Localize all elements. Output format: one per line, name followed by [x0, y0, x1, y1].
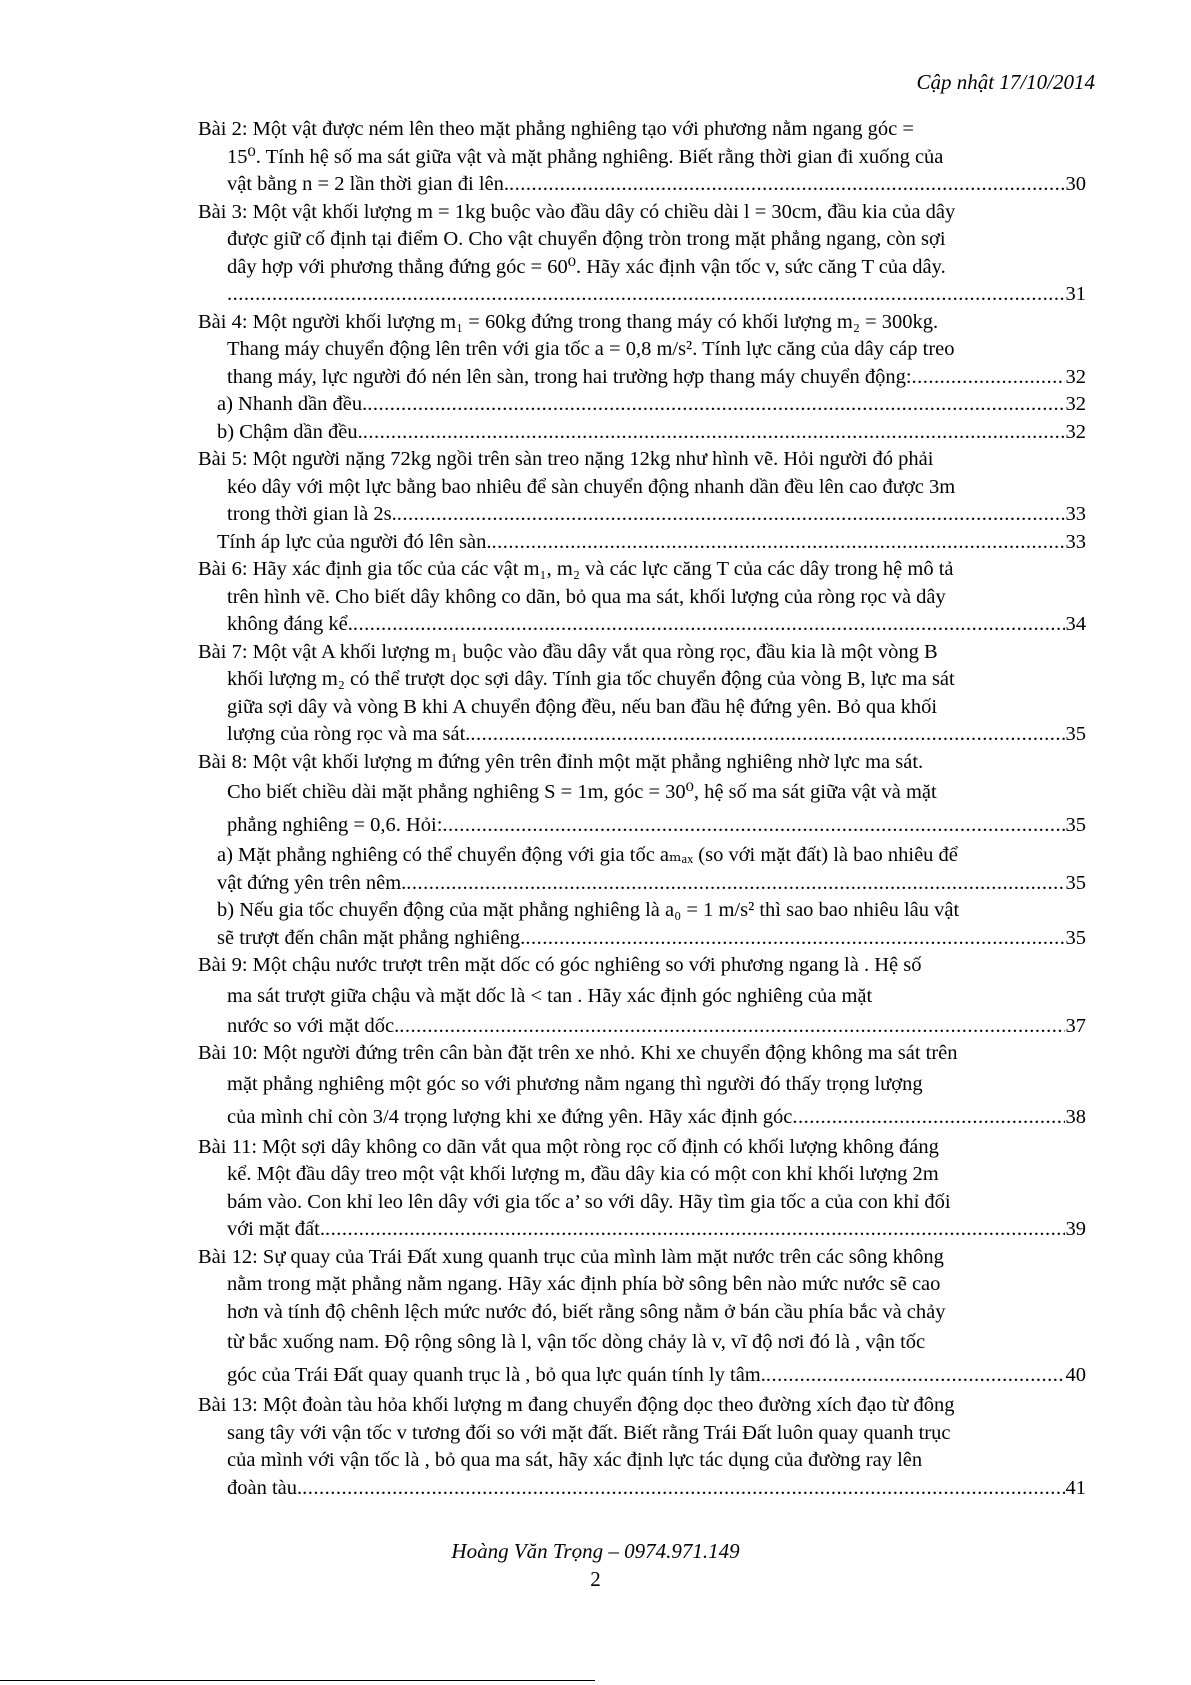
toc-entry-text: b) Chậm dần đều. [217, 420, 363, 443]
toc-entry-line: ma sát trượt giữa chậu và mặt dốc là < tan . Hãy xác định góc nghiêng của mặt [227, 984, 873, 1007]
toc-entry-last-line [198, 281, 1086, 309]
toc-entry-line: a) Mặt phẳng nghiêng có thể chuyển động với gia tốc aₘₐₓ (so với mặt đất) là bao nhiêu để [217, 844, 958, 866]
toc-entry [198, 309, 1086, 392]
toc-entry [198, 1244, 1086, 1393]
toc-leader-dots [325, 1216, 1065, 1244]
toc-entry [198, 529, 1086, 557]
toc-entry [198, 897, 1086, 952]
toc-page-number: 33 [1065, 530, 1086, 553]
toc-leader-dots [227, 281, 1065, 309]
toc-leader-dots [766, 1359, 1065, 1392]
toc-entry-text: phẳng nghiêng = 0,6. Hỏi: [227, 814, 443, 836]
toc-entry-line: Bài 2: Một vật được ném lên theo mặt phẳng nghiêng tạo với phương nằm ngang góc = [198, 118, 914, 140]
toc-entry-text: sẽ trượt đến chân mặt phẳng nghiêng. [217, 926, 526, 949]
toc-page-number: 31 [1065, 283, 1086, 305]
toc-entry-line: khối lượng m₂ có thể trượt dọc sợi dây. Tính gia tốc chuyển động của vòng B, lực ma sát [227, 668, 955, 690]
toc-entry-last-line [198, 1013, 1086, 1041]
toc-entry-last-line [198, 529, 1086, 557]
toc-page-number: 32 [1065, 365, 1086, 388]
toc-leader-dots [792, 1101, 1064, 1134]
toc-entry-last-line [198, 1359, 1086, 1392]
header-update-date: Cập nhật 17/10/2014 [916, 70, 1095, 94]
toc-entry [198, 1040, 1086, 1134]
toc-leader-dots [912, 364, 1065, 392]
toc-page-number: 40 [1065, 1364, 1086, 1386]
toc-entry-line: bám vào. Con khỉ leo lên dây với gia tốc a’ so với dây. Hãy tìm gia tốc a của con khỉ đối [227, 1190, 951, 1213]
toc-entry-text: góc của Trái Đất quay quanh trục là , bỏ qua lực quán tính ly tâm. [227, 1364, 766, 1386]
toc-leader-dots [399, 1013, 1064, 1041]
toc-leader-dots [525, 925, 1064, 953]
toc-leader-dots [302, 1475, 1064, 1503]
toc-entry [198, 116, 1086, 199]
toc-entry-line: kể. Một đầu dây treo một vật khối lượng m, đầu dây kia có một con khỉ khối lượng 2m [227, 1163, 939, 1185]
toc-page-number: 30 [1065, 173, 1086, 195]
footer-page-number: 2 [590, 1567, 601, 1591]
toc-leader-dots [363, 419, 1065, 447]
toc-leader-dots [353, 611, 1065, 639]
toc-entry-line: Bài 13: Một đoàn tàu hỏa khối lượng m đang chuyển động dọc theo đường xích đạo từ đông [198, 1394, 955, 1416]
toc-entry-line: Bài 11: Một sợi dây không co dãn vắt qua một ròng rọc cố định có khối lượng không đáng [198, 1135, 939, 1158]
toc-entry-line: Bài 5: Một người nặng 72kg ngồi trên sàn treo nặng 12kg như hình vẽ. Hỏi người đó phải [198, 448, 934, 470]
toc-entry-line: trên hình vẽ. Cho biết dây không co dãn, bỏ qua ma sát, khối lượng của ròng rọc và dây [227, 585, 946, 608]
toc-leader-dots [397, 501, 1065, 529]
toc-entry-text: với mặt đất. [227, 1218, 325, 1240]
toc-entry-last-line [198, 501, 1086, 529]
toc-entry-text: của mình chỉ còn 3/4 trọng lượng khi xe đứng yên. Hãy xác định góc [227, 1105, 793, 1128]
toc-page-number: 39 [1065, 1218, 1086, 1240]
toc-entry-last-line [198, 721, 1086, 749]
toc-entry-text: đoàn tàu. [227, 1476, 303, 1499]
toc-entry-line: được giữ cố định tại điểm O. Cho vật chuyển động tròn trong mặt phẳng ngang, còn sợi [227, 228, 946, 250]
toc-page-number: 35 [1065, 871, 1086, 894]
toc-entry-last-line [198, 391, 1086, 419]
toc-page-number: 34 [1065, 613, 1086, 635]
toc-entry [198, 556, 1086, 639]
toc-entry-last-line [198, 611, 1086, 639]
toc-entry [198, 749, 1086, 843]
toc-entry [198, 1134, 1086, 1244]
toc-entry [198, 419, 1086, 447]
toc-entry-last-line [198, 925, 1086, 953]
toc-entry-line: kéo dây với một lực bằng bao nhiêu để sàn chuyển động nhanh dần đều lên cao được 3m [227, 475, 956, 498]
toc-page-number: 33 [1065, 503, 1086, 525]
toc-entry-text: nước so với mặt dốc. [227, 1014, 400, 1037]
footer-author: Hoàng Văn Trọng – 0974.971.149 [451, 1539, 740, 1563]
toc-entry-line: Thang máy chuyển động lên trên với gia tốc a = 0,8 m/s². Tính lực căng của dây cáp treo [227, 338, 955, 360]
toc-entry [198, 199, 1086, 309]
toc-entry-line: nằm trong mặt phẳng nằm ngang. Hãy xác định phía bờ sông bên nào mức nước sẽ cao [227, 1273, 941, 1295]
toc-page-number: 35 [1065, 723, 1086, 745]
toc-leader-dots [470, 721, 1064, 749]
toc-entry-last-line [198, 870, 1086, 898]
toc-page-number: 41 [1065, 1476, 1086, 1499]
toc-leader-dots [509, 171, 1064, 199]
toc-entry-text: vật bằng n = 2 lần thời gian đi lên. [227, 173, 510, 195]
toc-entry-last-line [198, 364, 1086, 392]
toc-entry-text: không đáng kể. [227, 613, 353, 635]
toc-entry-line: b) Nếu gia tốc chuyển động của mặt phẳng nghiêng là a₀ = 1 m/s² thì sao bao nhiêu lâu vật [217, 899, 960, 921]
toc-entry [198, 391, 1086, 419]
toc-entry-last-line [198, 809, 1086, 842]
toc-entry-last-line [198, 1216, 1086, 1244]
toc-page-number: 32 [1065, 393, 1086, 415]
toc-entry [198, 952, 1086, 1040]
toc-page-number: 35 [1065, 814, 1086, 836]
toc-entry-text: thang máy, lực người đó nén lên sàn, trong hai trường hợp thang máy chuyển động: [227, 365, 912, 388]
toc-entry-text: vật đứng yên trên nêm. [217, 871, 407, 894]
toc-entry-line: sang tây với vận tốc v tương đối so với mặt đất. Biết rằng Trái Đất luôn quay quanh trục [227, 1421, 951, 1444]
bottom-divider [0, 1680, 595, 1681]
toc-entry-line: Cho biết chiều dài mặt phẳng nghiêng S = 1m, góc = 30⁰, hệ số ma sát giữa vật và mặt [227, 781, 937, 803]
toc-entry-line: dây hợp với phương thẳng đứng góc = 60⁰. Hãy xác định vận tốc v, sức căng T của dây. [227, 255, 946, 278]
toc-leader-dots [367, 391, 1064, 419]
toc-entry-line: Bài 3: Một vật khối lượng m = 1kg buộc vào đầu dây có chiều dài l = 30cm, đầu kia của dây [198, 200, 956, 223]
toc-entry-text: lượng của ròng rọc và ma sát. [227, 723, 471, 745]
toc-entry-line: Bài 12: Sự quay của Trái Đất xung quanh trục của mình làm mặt nước trên các sông không [198, 1245, 944, 1268]
toc-entry-text: a) Nhanh dần đều. [217, 393, 368, 415]
toc-entry-last-line [198, 1101, 1086, 1134]
toc-entry [198, 639, 1086, 749]
toc-entry-line: hơn và tính độ chênh lệch mức nước đó, biết rằng sông nằm ở bán cầu phía bắc và chảy [227, 1300, 946, 1323]
toc-entry-last-line [198, 171, 1086, 199]
toc-entry-line: của mình với vận tốc là , bỏ qua ma sát, hãy xác định lực tác dụng của đường ray lên [227, 1449, 923, 1471]
toc-entry-line: Bài 9: Một chậu nước trượt trên mặt dốc có góc nghiêng so với phương ngang là . Hệ số [198, 954, 922, 976]
toc-entry [198, 446, 1086, 529]
toc-leader-dots [442, 809, 1064, 842]
toc-entry-line: mặt phẳng nghiêng một góc so với phương nằm ngang thì người đó thấy trọng lượng [227, 1072, 923, 1095]
toc-entry-last-line [198, 1475, 1086, 1503]
toc-entry [198, 1392, 1086, 1502]
toc-entry-line: Bài 7: Một vật A khối lượng m₁ buộc vào đầu dây vắt qua ròng rọc, đầu kia là một vòng B [198, 640, 938, 663]
toc-entry-last-line [198, 419, 1086, 447]
toc-entry-text: trong thời gian là 2s. [227, 503, 397, 525]
toc-entry [198, 842, 1086, 897]
toc-entry-line: từ bắc xuống nam. Độ rộng sông là l, vận tốc dòng chảy là v, vĩ độ nơi đó là , vận tốc [227, 1331, 926, 1353]
table-of-contents [198, 116, 1086, 1502]
toc-page-number: 35 [1065, 926, 1086, 949]
toc-page-number: 37 [1065, 1014, 1086, 1037]
toc-entry-line: 15⁰. Tính hệ số ma sát giữa vật và mặt phẳng nghiêng. Biết rằng thời gian đi xuống của [227, 145, 944, 168]
toc-entry-line: Bài 4: Một người khối lượng m₁ = 60kg đứng trong thang máy có khối lượng m₂ = 300kg. [198, 310, 939, 333]
toc-leader-dots [406, 870, 1064, 898]
toc-page-number: 38 [1065, 1105, 1086, 1128]
toc-entry-line: giữa sợi dây và vòng B khi A chuyển động đều, nếu ban đầu hệ đứng yên. Bỏ qua khối [227, 695, 938, 718]
toc-leader-dots [491, 529, 1064, 557]
toc-entry-line: Bài 8: Một vật khối lượng m đứng yên trên đỉnh một mặt phẳng nghiêng nhờ lực ma sát. [198, 750, 924, 773]
toc-entry-line: Bài 10: Một người đứng trên cân bàn đặt trên xe nhỏ. Khi xe chuyển động không ma sát trên [198, 1042, 958, 1064]
toc-entry-text: Tính áp lực của người đó lên sàn. [217, 530, 492, 553]
toc-page-number: 32 [1065, 420, 1086, 443]
toc-entry-line: Bài 6: Hãy xác định gia tốc của các vật m₁, m₂ và các lực căng T của các dây trong hệ mô tả [198, 558, 954, 580]
